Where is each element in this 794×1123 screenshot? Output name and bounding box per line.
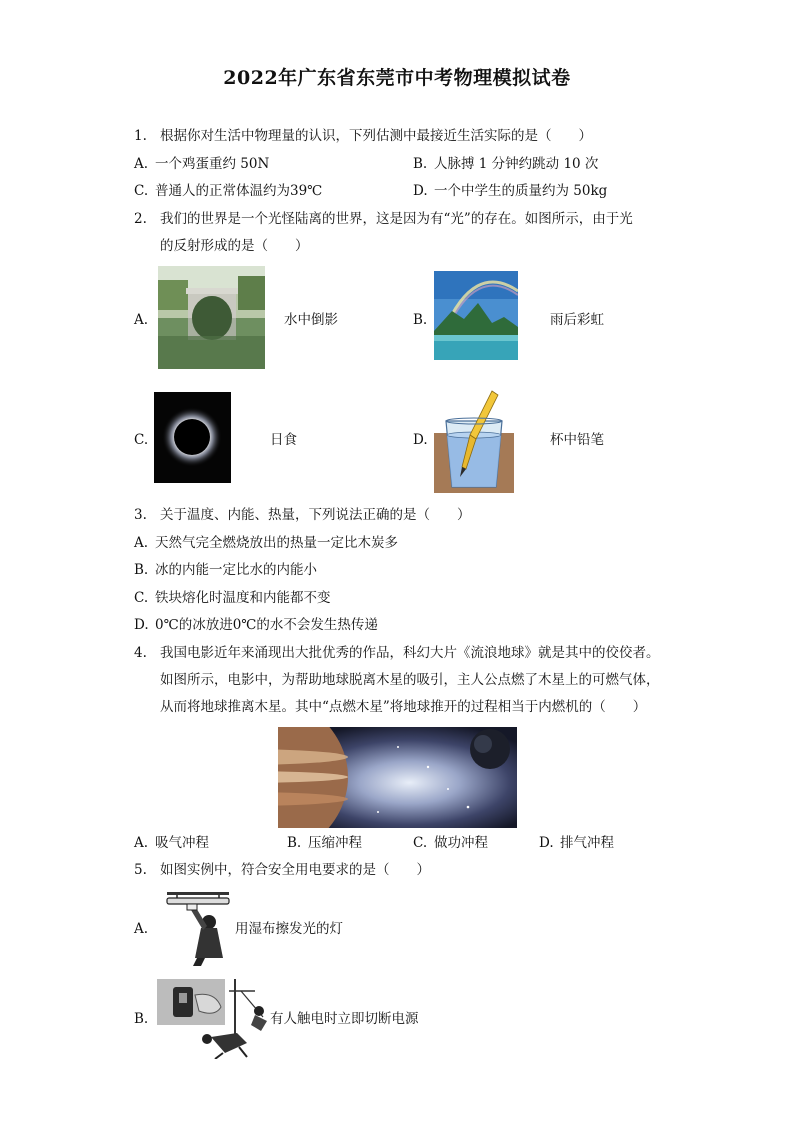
q3-option-b-label: B. [134,562,149,578]
q2-option-a-caption: 水中倒影 [284,312,338,328]
page-title: 2022年广东省东莞市中考物理模拟试卷 [223,67,571,89]
q4-option-b-label: B. [287,835,302,851]
q2-option-d-label: D. [413,432,428,448]
q2-option-c-label: C. [134,432,149,448]
q4-stem-line1: 我国电影近年来涌现出大批优秀的作品，科幻大片《流浪地球》就是其中的佼佼者。 [160,645,660,661]
q4-option-c-label: C. [413,835,428,851]
q2-option-b-label: B. [413,312,428,328]
pencil-in-cup-image [434,383,514,493]
q2-option-d-caption: 杯中铅笔 [550,432,604,448]
q3-option-a-text: 天然气完全燃烧放出的热量一定比木炭多 [155,535,398,551]
q1-option-c-label: C. [134,183,149,199]
q1-option-a-text: 一个鸡蛋重约 50N [155,156,270,172]
q1-stem: 根据你对生活中物理量的认识，下列估测中最接近生活实际的是（ ） [160,128,592,144]
q2-number: 2. [134,211,147,227]
q2-option-c-caption: 日食 [270,432,297,448]
q4-option-b-text: 压缩冲程 [308,835,362,851]
jupiter-earth-image [278,727,517,828]
q4-option-a-label: A. [134,835,149,851]
q1-option-c-text: 普通人的正常体温约为39℃ [155,183,323,199]
q5-option-a-caption: 用湿布擦发光的灯 [235,921,343,937]
q4-option-d-text: 排气冲程 [560,835,614,851]
q4-option-c-text: 做功冲程 [434,835,488,851]
q1-option-b-label: B. [413,156,428,172]
q4-stem-line3: 从而将地球推离木星。其中“点燃木星”将地球推开的过程相当于内燃机的（ ） [160,699,647,715]
q5-option-a-label: A. [134,921,149,937]
wet-cloth-lamp-image [157,888,235,966]
q2-stem-line2: 的反射形成的是（ ） [160,238,309,254]
q3-option-c-text: 铁块熔化时温度和内能都不变 [155,590,331,606]
q5-number: 5. [134,862,147,878]
q3-option-d-label: D. [134,617,149,633]
q2-option-a-label: A. [134,312,149,328]
q5-stem: 如图实例中，符合安全用电要求的是（ ） [160,862,430,878]
q3-stem: 关于温度、内能、热量，下列说法正确的是（ ） [160,507,471,523]
rainbow-image [434,271,518,360]
q1-option-a-label: A. [134,156,149,172]
eclipse-image [154,392,231,483]
q3-option-c-label: C. [134,590,149,606]
cut-power-image [155,977,270,1059]
q4-stem-line2: 如图所示，电影中，为帮助地球脱离木星的吸引，主人公点燃了木星上的可燃气体， [160,672,660,688]
q3-option-d-text: 0℃的冰放进0℃的水不会发生热传递 [155,617,378,633]
q3-option-b-text: 冰的内能一定比水的内能小 [155,562,317,578]
q5-option-b-label: B. [134,1011,149,1027]
q4-option-d-label: D. [539,835,554,851]
q1-option-d-label: D. [413,183,428,199]
q1-number: 1. [134,128,147,144]
q4-option-a-text: 吸气冲程 [155,835,209,851]
q1-option-d-text: 一个中学生的质量约为 50kg [434,183,608,199]
q2-stem-line1: 我们的世界是一个光怪陆离的世界，这是因为有“光”的存在。如图所示，由于光 [160,211,633,227]
q4-number: 4. [134,645,147,661]
q3-option-a-label: A. [134,535,149,551]
q1-option-b-text: 人脉搏 1 分钟约跳动 10 次 [434,156,599,172]
bridge-reflection-image [158,266,265,369]
q5-option-b-caption: 有人触电时立即切断电源 [270,1011,419,1027]
q3-number: 3. [134,507,147,523]
q2-option-b-caption: 雨后彩虹 [550,312,604,328]
